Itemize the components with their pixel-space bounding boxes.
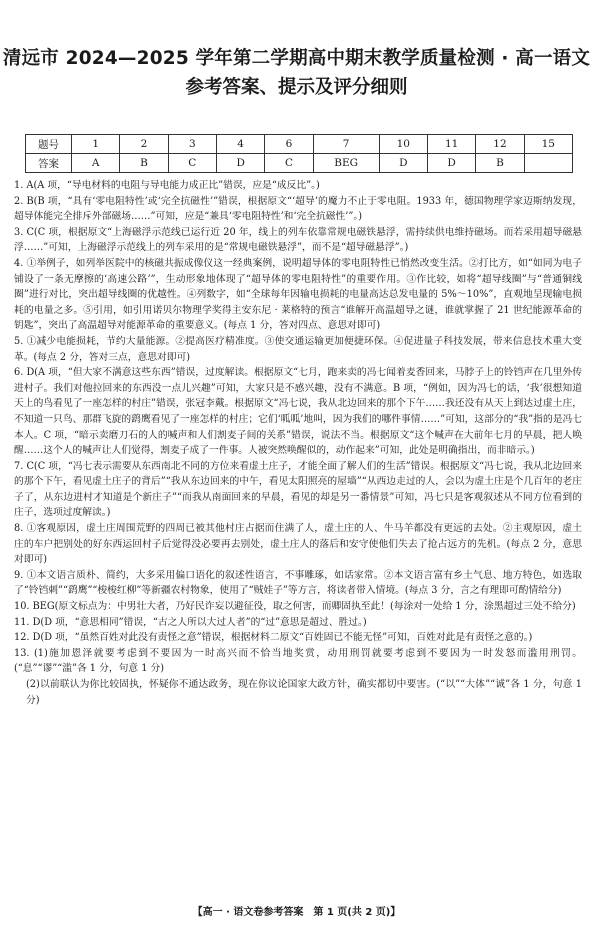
answer-cell: BEG — [313, 154, 379, 173]
question-number-cell: 6 — [265, 135, 313, 154]
answer-explanations — [14, 178, 582, 708]
page-footer: 【高一 · 语文卷参考答案 第 1 页(共 2 页)】 — [192, 907, 401, 918]
answer-item-12: 12. D(D 项，“虽然百姓对此没有责怪之意”错误，根据材料二原文“百姓固已不能无怪”可知，百姓对此是有责怪之意的。) — [14, 632, 533, 644]
question-number-cell: 11 — [427, 135, 475, 154]
answer-cell: D — [427, 154, 475, 173]
answer-table — [25, 134, 573, 173]
row-label-answer: 答案 — [26, 154, 72, 173]
answer-cell-empty — [524, 154, 572, 173]
answer-item-9: 9. ①本文语言质朴、简约，大多采用偏口语化的叙述性语言，不事雕琢，如话家常。②本文语言富有乡土气息、地方特色，如选取了“铃铛刺”“鹞鹰”“梭梭红柳”等新疆农村物象，使用了“贼娃子”等方言，将读者带入情境。(每点 3 分，言之有理即可酌情给分) — [14, 569, 582, 597]
answer-cell: D — [216, 154, 264, 173]
answer-item-2: 2. B(B 项，“具有‘零电阻特性’或‘完全抗磁性’”错误，根据原文“‘超导’的魔力不止于零电阻。1933 年，德国物理学家迈斯纳发现，超导体能完全排斥外部磁场……”可知，应是“兼具‘零电阻特性’和‘完全抗磁性’”。) — [14, 195, 582, 223]
answer-item-13-2: (2)以前联认为你比较固执，怀疑你不通达政务，现在你议论国家大政方针，确实都切中要害。(“以”“大体”“诚”各 1 分，句意 1 分) — [26, 679, 582, 706]
answer-item-1: 1. A(A 项，“导电材料的电阻与导电能力成正比”错误，应是“成反比”。) — [14, 180, 320, 191]
answer-cell: D — [379, 154, 427, 173]
answer-cell: B — [120, 154, 168, 173]
question-number-cell: 15 — [524, 135, 572, 154]
answer-table-answer-row — [26, 154, 573, 173]
answer-cell: B — [476, 154, 524, 173]
answer-cell: C — [168, 154, 216, 173]
question-number-cell: 12 — [476, 135, 524, 154]
answer-item-5: 5. ①减少电能损耗，节约大量能源。②提高医疗精准度。③使交通运输更加便捷环保。④促进量子科技发展，带来信息技术重大变革。(每点 2 分，答对三点，意思对即可) — [14, 335, 582, 363]
answer-table-number-row — [26, 135, 573, 154]
question-number-cell: 10 — [379, 135, 427, 154]
row-label-question-number: 题号 — [26, 135, 72, 154]
answer-item-11: 11. D(D 项，“意思相同”错误，“古之人所以大过人者”的“过”意思是超过、胜过。) — [14, 616, 367, 628]
answer-cell: A — [72, 154, 120, 173]
answer-item-7: 7. C(C 项，“冯七表示需要从东西南北不同的方位来看虚土庄子，才能全面了解人们的生活”错误。根据原文“冯七说，我从北边回来的那个下午，看见虚土庄子的背后”“我从东边回来的中午，看见太阳照亮的屋墙”“从西边走过的人，会以为虚土庄是个几百年的老庄子了，从东边进村才知道是个新庄子”“而我从南面回来的早晨，看见的却是另一番情景”可知，冯七只是客观叙述从不同方位看到的庄子，选项过度解读。) — [14, 460, 582, 519]
answer-item-13-1: 13. (1)施加恩泽就要考虑到不要因为一时高兴而不恰当地奖赏，动用刑罚就要考虑到不要因为一时发怒而滥用刑罚。(“息”“谬”“滥”各 1 分，句意 1 分) — [14, 647, 582, 675]
answer-item-8: 8. ①客观原因，虚土庄周围荒野的四周已被其他村庄占据而住满了人，虚土庄的人、牛马羊都没有更远的去处。②主观原因，虚土庄的车户把别处的好东西运回村子后觉得没必要再去别处，虚土庄人的落后和安守使他们失去了抢占远方的先机。(每点 2 分，意思对即可) — [14, 523, 582, 566]
question-number-cell: 4 — [216, 135, 264, 154]
question-number-cell: 3 — [168, 135, 216, 154]
answer-item-6: 6. D(A 项，“但大家不满意这些东西”错误，过度解读。根据原文“七月，跑来卖的冯七闻着麦香回来，马脖子上的铃铛声在几里外传进村子。我们对他拉回来的东西没一点儿兴趣”可知，大家只是不感兴趣，没有不满意。B 项，“例如，因为冯七的话，‘我’很想知道天上的鸟看见了一座怎样的村庄”错误，张冠李戴。根据原文“冯七说，我从北边回来的那个下午……我还没有从天上到达过虚土庄，不知道一只鸟、那群飞旋的鹞鹰看见了一座怎样的村庄；它们‘呱呱’地叫，因为我们的哪件事情……”可知，这部分的“我”指的是冯七本人。C 项，“暗示卖磨刀石的人的喊声和人们割麦子间的关系”错误，说法不当。根据原文“这个喊声在大前年七月的早晨，把人唤醒……这个人的喊声让人们觉得，割麦子成了一件事。人被突然唤醒似的，动作起来”可知，此处是明确指出，而非暗示。) — [14, 367, 582, 457]
answer-item-3: 3. C(C 项，根据原文“上海磁浮示范线已运行近 20 年，线上的列车依靠常规电磁铁悬浮，需持续供电维持磁场。而若采用超导磁悬浮……”可知，上海磁浮示范线上的列车采用的是“常规电磁铁悬浮”，而不是“超导磁悬浮”。) — [14, 226, 582, 254]
question-number-cell: 1 — [72, 135, 120, 154]
page-subtitle: 参考答案、提示及评分细则 — [185, 77, 408, 98]
question-number-cell: 7 — [313, 135, 379, 154]
page-title: 清远市 2024—2025 学年第二学期高中期末教学质量检测 · 高一语文 — [2, 48, 591, 69]
answer-item-10: 10. BEG(原文标点为：中男壮大者，乃好民诈妄以避征役，取之何害，而卿固执至此！(每涂对一处给 1 分，涂黑超过三处不给分) — [14, 601, 576, 613]
answer-item-4: 4. ①举例子，如列举医院中的核磁共振成像仪这一经典案例，说明超导体的零电阻特性已悄然改变生活。②打比方，如“如同为电子铺设了一条无摩擦的‘高速公路’”，生动形象地体现了“超导体的零电阻特性”的重要作用。③作比较，如将“超导线圈”与“普通铜线圈”进行对比，突出超导线圈的优越性。④列数字，如“全球每年因输电损耗的电量高达总发电量的 5%～10%”，直观地呈现输电损耗的电量之多。⑤引用，如引用诺贝尔物理学奖得主安东尼 · 莱格特的预言“谁解开高温超导之谜，谁就掌握了 21 世纪能源革命的钥匙”，突出了高温超导对能源革命的重要意义。(每点 1 分，答对四点、意思对即可) — [14, 257, 582, 332]
question-number-cell: 2 — [120, 135, 168, 154]
answer-cell: C — [265, 154, 313, 173]
